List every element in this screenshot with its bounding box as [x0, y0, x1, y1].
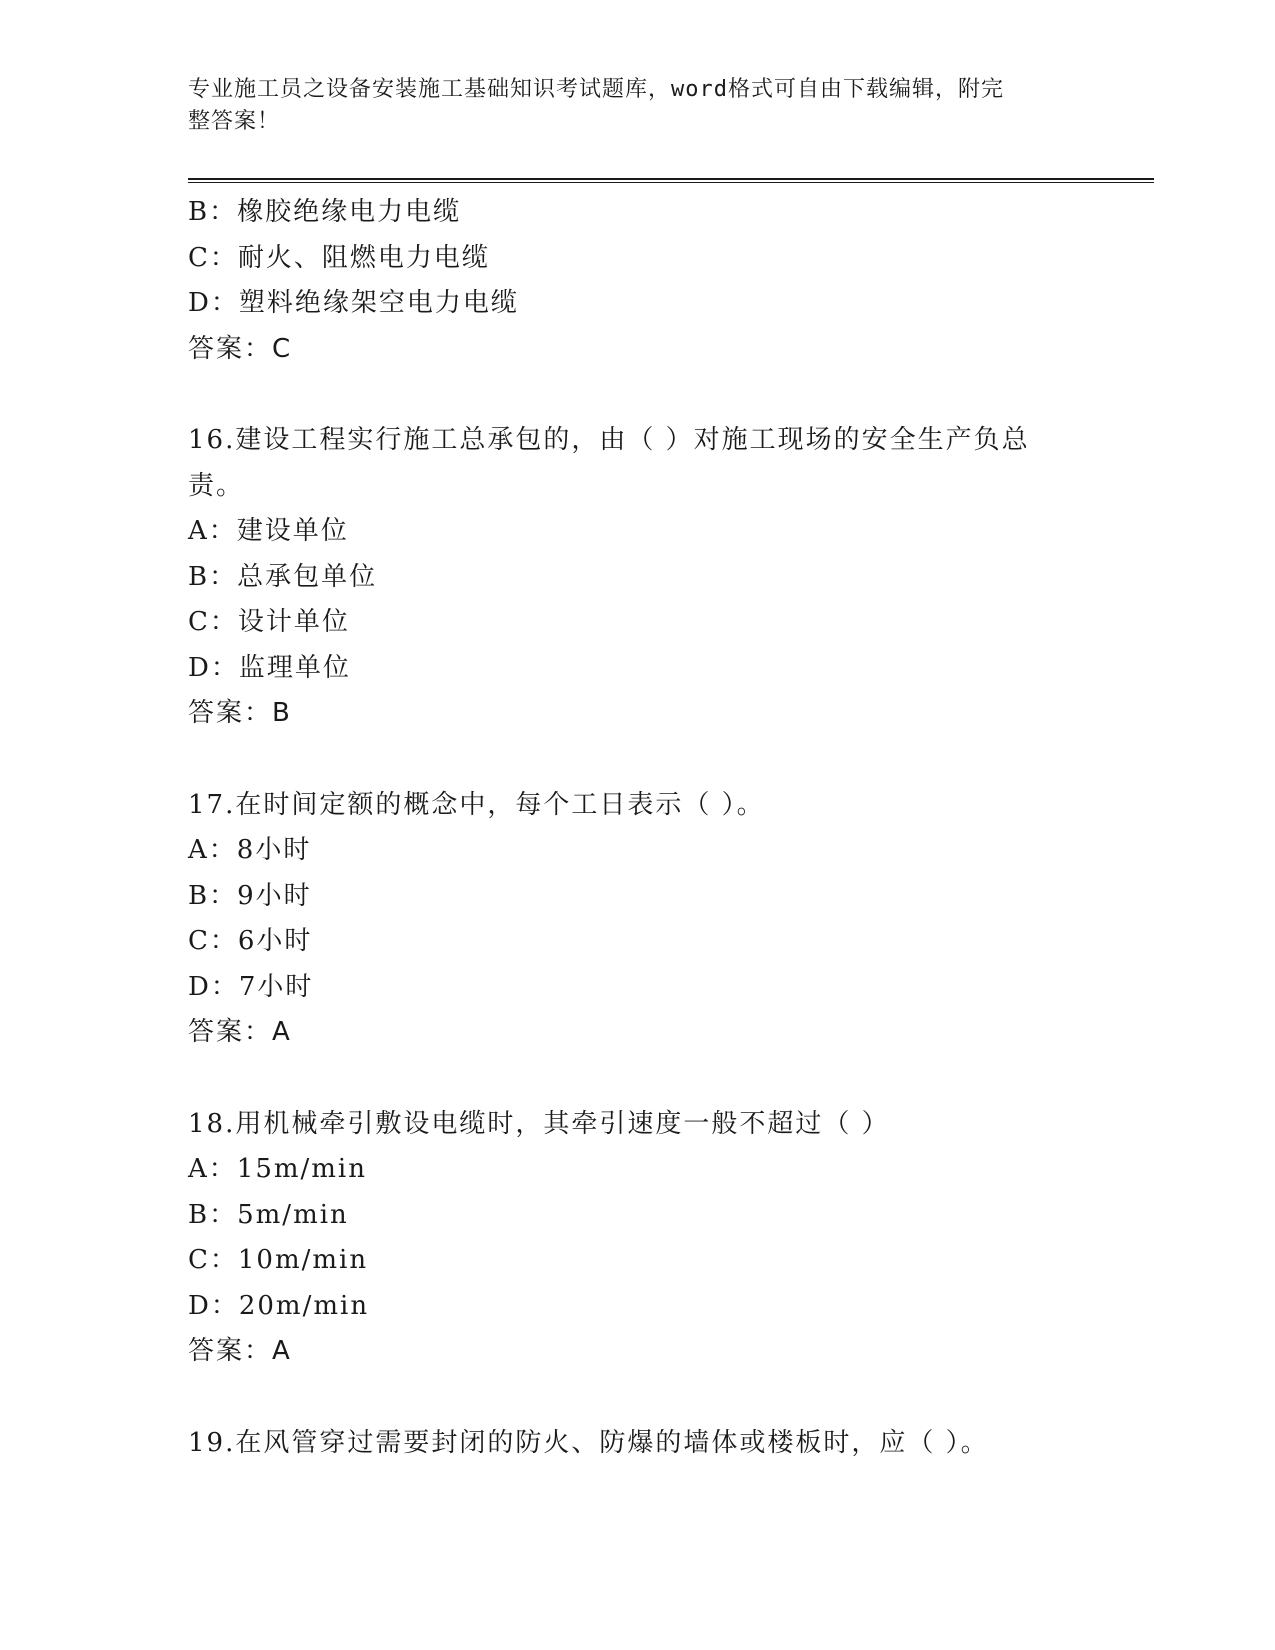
question-text: 18.用机械牵引敷设电缆时，其牵引速度一般不超过（ ）: [188, 1108, 890, 1139]
header-title-line-2: 整答案！: [188, 109, 281, 134]
question-18: [188, 1102, 1088, 1375]
question-17: [188, 783, 1088, 1056]
question-text: 19.在风管穿过需要封闭的防火、防爆的墙体或楼板时，应（ ）。: [188, 1427, 989, 1458]
option-d: D：塑料绝缘架空电力电缆: [188, 288, 519, 318]
question-text-line-2: 责。: [188, 470, 245, 501]
option-a: A：建设单位: [188, 516, 349, 546]
option-a: A：15m/min: [188, 1154, 367, 1184]
option-b: B：橡胶绝缘电力电缆: [188, 197, 462, 227]
option-d: D：监理单位: [188, 652, 351, 683]
question-text-line-1: 16.建设工程实行施工总承包的，由（ ）对施工现场的安全生产负总: [188, 425, 1030, 455]
option-c: C：设计单位: [188, 607, 350, 637]
option-c: C：耐火、阻燃电力电缆: [188, 242, 490, 273]
question-19: [188, 1421, 1088, 1467]
answer: 答案：A: [188, 1336, 292, 1366]
option-d: D：7小时: [188, 971, 314, 1002]
question-15: [188, 190, 1088, 372]
page-header: [188, 74, 1068, 138]
option-b: B：9小时: [188, 880, 312, 911]
option-c: C：10m/min: [188, 1245, 369, 1275]
spacer: [188, 1375, 1088, 1421]
header-title-line-1: 专业施工员之设备安装施工基础知识考试题库，word格式可自由下载编辑，附完: [188, 77, 1004, 102]
spacer: [188, 1056, 1088, 1102]
spacer: [188, 737, 1088, 783]
question-content: [188, 190, 1088, 1466]
question-text: 17.在时间定额的概念中，每个工日表示（ ）。: [188, 789, 765, 820]
header-divider: [188, 178, 1154, 183]
option-b: B：5m/min: [188, 1199, 349, 1230]
answer: 答案：B: [188, 698, 292, 728]
question-16: [188, 418, 1088, 737]
answer: 答案：C: [188, 333, 293, 364]
spacer: [188, 372, 1088, 418]
option-d: D：20m/min: [188, 1290, 370, 1321]
option-a: A：8小时: [188, 835, 312, 865]
answer: 答案：A: [188, 1017, 292, 1047]
option-c: C：6小时: [188, 926, 313, 956]
option-b: B：总承包单位: [188, 561, 378, 592]
